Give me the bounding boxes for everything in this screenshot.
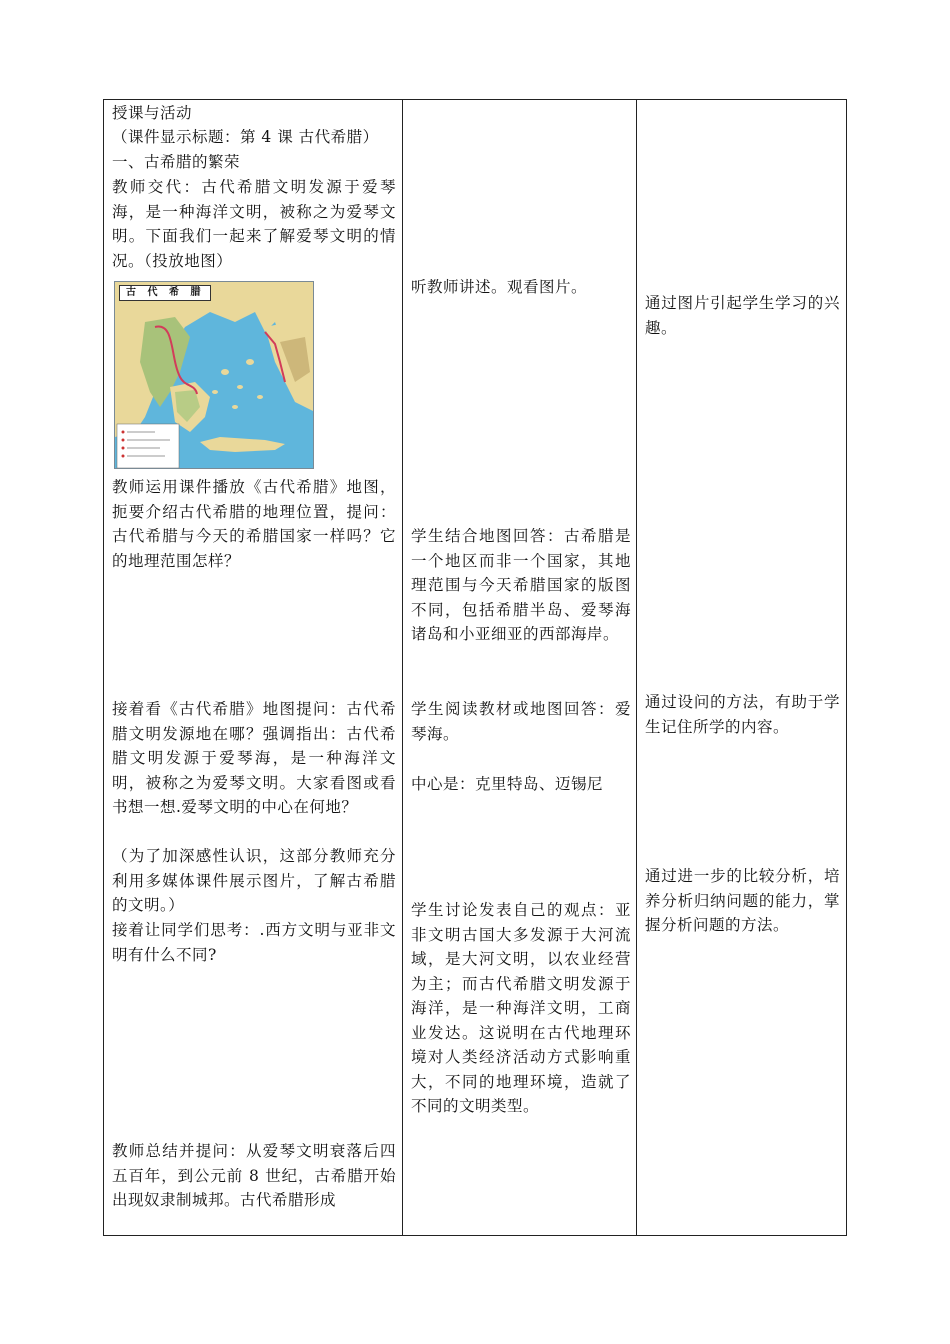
teacher-origin-question: 接着看《古代希腊》地图提问：古代希腊文明发源地在哪？强调指出：古代希腊文明发源于爱琴海，是一种海洋文明，被称之为爱琴文明。大家看图或看书想一想.爱琴文明的中心在何地？ <box>112 700 396 816</box>
student-answer-region: 学生结合地图回答：古希腊是一个地区而非一个国家，其地理范围与今天希腊国家的版图不同，包括希腊半岛、爱琴海诸岛和小亚细亚的西部海岸。 <box>411 527 631 643</box>
student-discussion: 学生讨论发表自己的观点：亚非文明古国大多发源于大河流域，是大河文明，以农业经营为主；而古代希腊文明发源于海洋，是一种海洋文明，工商业发达。这说明在古代地理环境对人类经济活动方式影响重大，不同的地理环境，造就了不同的文明类型。 <box>411 901 631 1115</box>
activity-heading: 授课与活动 <box>112 104 193 122</box>
lesson-table <box>103 99 847 1236</box>
teacher-map-question: 教师运用课件播放《古代希腊》地图，扼要介绍古代希腊的地理位置，提问：古代希腊与今天的希腊国家一样吗？它的地理范围怎样？ <box>112 478 396 570</box>
purpose-memory: 通过设问的方法，有助于学生记住所学的内容。 <box>645 693 840 736</box>
teacher-multimedia-note: （为了加深感性认识，这部分教师充分利用多媒体课件展示图片，了解古希腊的文明。） <box>112 847 396 914</box>
column-divider <box>402 100 403 1235</box>
student-answer-center: 中心是：克里特岛、迈锡尼 <box>411 775 604 793</box>
map-graphic <box>115 282 314 469</box>
purpose-interest: 通过图片引起学生学习的兴趣。 <box>645 294 840 337</box>
courseware-title: （课件显示标题：第 4 课 古代希腊） <box>112 128 379 146</box>
student-listen: 听教师讲述。观看图片。 <box>411 278 588 296</box>
section-title: 一、古希腊的繁荣 <box>112 153 241 171</box>
column-divider <box>636 100 637 1235</box>
purpose-analysis: 通过进一步的比较分析，培养分析归纳问题的能力，掌握分析问题的方法。 <box>645 867 840 934</box>
student-answer-origin: 学生阅读教材或地图回答：爱琴海。 <box>411 700 631 743</box>
teacher-intro: 教师交代：古代希腊文明发源于爱琴海，是一种海洋文明，被称之为爱琴文明。下面我们一起来了解爱琴文明的情况。（投放地图） <box>112 178 396 270</box>
ancient-greece-map <box>114 281 314 469</box>
map-title: 古 代 希 腊 <box>119 285 211 301</box>
teacher-summary: 教师总结并提问：从爱琴文明衰落后四五百年，到公元前 8 世纪，古希腊开始出现奴隶制城邦。古代希腊形成 <box>112 1142 396 1209</box>
teacher-compare-question: 接着让同学们思考：.西方文明与亚非文明有什么不同? <box>112 921 396 964</box>
